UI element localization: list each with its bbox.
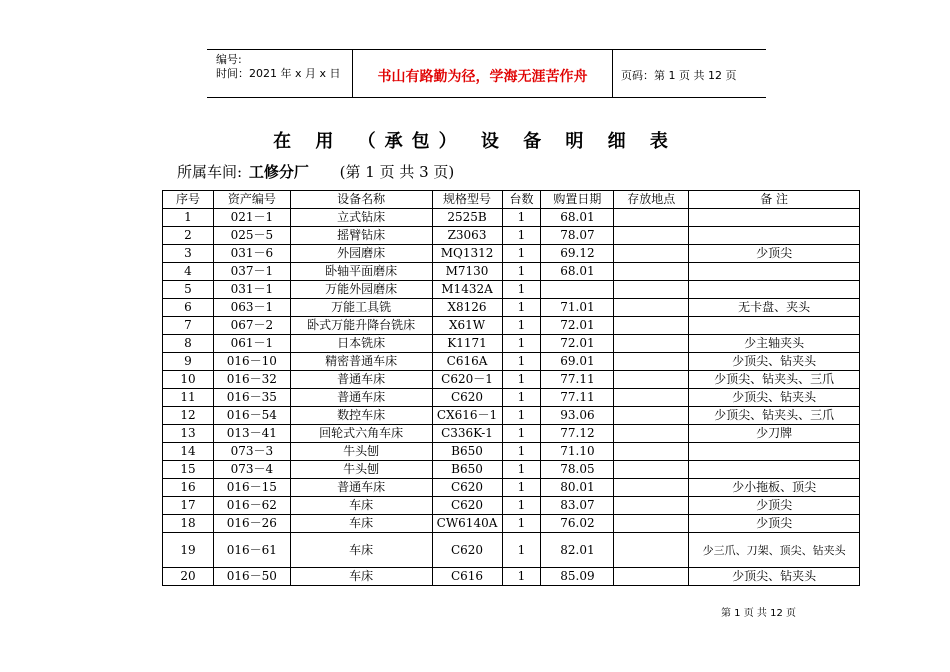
asset-number: 016－32 [213,371,290,389]
storage-location [614,371,689,389]
column-header: 设备名称 [290,191,432,209]
asset-number: 021－1 [213,209,290,227]
table-row [163,533,860,568]
asset-number: 016－26 [213,515,290,533]
model-spec: Z3063 [432,227,502,245]
table-row [163,389,860,407]
quantity: 1 [502,425,541,443]
asset-number: 073－3 [213,443,290,461]
model-spec: CW6140A [432,515,502,533]
purchase-date: 68.01 [541,209,614,227]
model-spec: C620 [432,497,502,515]
purchase-date: 78.05 [541,461,614,479]
remark: 少顶尖、钻夹头 [689,389,860,407]
asset-number: 067－2 [213,317,290,335]
purchase-date: 71.10 [541,443,614,461]
model-spec: X61W [432,317,502,335]
remark [689,461,860,479]
storage-location [614,281,689,299]
purchase-date: 83.07 [541,497,614,515]
purchase-date: 93.06 [541,407,614,425]
quantity: 1 [502,371,541,389]
row-number: 10 [163,371,214,389]
purchase-date: 80.01 [541,479,614,497]
equipment-name: 精密普通车床 [290,353,432,371]
column-header: 备 注 [689,191,860,209]
row-number: 3 [163,245,214,263]
model-spec: M1432A [432,281,502,299]
row-number: 19 [163,533,214,568]
storage-location [614,497,689,515]
row-number: 1 [163,209,214,227]
asset-number: 061－1 [213,335,290,353]
table-row [163,335,860,353]
storage-location [614,263,689,281]
remark: 少顶尖 [689,515,860,533]
row-number: 11 [163,389,214,407]
row-number: 5 [163,281,214,299]
asset-number: 016－50 [213,568,290,586]
model-spec: MQ1312 [432,245,502,263]
quantity: 1 [502,263,541,281]
purchase-date: 69.01 [541,353,614,371]
quantity: 1 [502,317,541,335]
storage-location [614,335,689,353]
table-row [163,299,860,317]
document-title: 在 用 （承包） 设 备 明 细 表 [273,131,677,152]
storage-location [614,479,689,497]
table-row [163,407,860,425]
table-row [163,263,860,281]
quantity: 1 [502,407,541,425]
workshop-name: 工修分厂 [248,163,309,181]
equipment-name: 摇臂钻床 [290,227,432,245]
asset-number: 016－35 [213,389,290,407]
time-label: 时间：2021 年 x 月 x 日 [216,67,341,80]
equipment-name: 车床 [290,515,432,533]
asset-number: 025－5 [213,227,290,245]
storage-location [614,568,689,586]
row-number: 9 [163,353,214,371]
asset-number: 016－54 [213,407,290,425]
remark: 少刀牌 [689,425,860,443]
model-spec: C616A [432,353,502,371]
asset-number: 031－1 [213,281,290,299]
remark: 少顶尖、钻夹头 [689,353,860,371]
remark [689,227,860,245]
table-row [163,371,860,389]
header-divider [612,50,613,97]
purchase-date: 78.07 [541,227,614,245]
model-spec: C336K-1 [432,425,502,443]
code-label: 编号: [216,53,242,66]
workshop-label: 所属车间: [177,163,243,181]
equipment-name: 万能外园磨床 [290,281,432,299]
quantity: 1 [502,335,541,353]
remark [689,317,860,335]
model-spec: C620 [432,389,502,407]
quantity: 1 [502,389,541,407]
model-spec: C620 [432,533,502,568]
equipment-name: 立式钻床 [290,209,432,227]
table-row [163,497,860,515]
equipment-name: 车床 [290,497,432,515]
column-header: 规格型号 [432,191,502,209]
storage-location [614,209,689,227]
purchase-date: 68.01 [541,263,614,281]
quantity: 1 [502,245,541,263]
quantity: 1 [502,515,541,533]
remark [689,209,860,227]
storage-location [614,515,689,533]
row-number: 17 [163,497,214,515]
table-row [163,461,860,479]
storage-location [614,353,689,371]
remark [689,263,860,281]
equipment-name: 普通车床 [290,371,432,389]
model-spec: C620 [432,479,502,497]
equipment-name: 卧式万能升降台铣床 [290,317,432,335]
storage-location [614,461,689,479]
purchase-date: 77.12 [541,425,614,443]
storage-location [614,389,689,407]
table-row [163,568,860,586]
asset-number: 031－6 [213,245,290,263]
remark: 少顶尖 [689,245,860,263]
equipment-name: 日本铣床 [290,335,432,353]
asset-number: 063－1 [213,299,290,317]
page-footer: 第 1 页 共 12 页 [721,608,796,619]
model-spec: CX616－1 [432,407,502,425]
model-spec: X8126 [432,299,502,317]
model-spec: B650 [432,461,502,479]
model-spec: C620－1 [432,371,502,389]
equipment-name: 牛头刨 [290,461,432,479]
asset-number: 016－10 [213,353,290,371]
quantity: 1 [502,299,541,317]
asset-number: 037－1 [213,263,290,281]
equipment-table [162,190,860,586]
equipment-name: 车床 [290,568,432,586]
quantity: 1 [502,461,541,479]
equipment-name: 卧轴平面磨床 [290,263,432,281]
equipment-name: 外园磨床 [290,245,432,263]
purchase-date: 71.01 [541,299,614,317]
quantity: 1 [502,209,541,227]
table-header-row [163,191,860,209]
row-number: 15 [163,461,214,479]
remark: 少三爪、刀架、顶尖、钻夹头 [689,533,860,568]
storage-location [614,299,689,317]
workshop-page: (第 1 页 共 3 页) [339,163,455,181]
remark: 少顶尖、钻夹头、三爪 [689,371,860,389]
row-number: 12 [163,407,214,425]
column-header: 序号 [163,191,214,209]
table-row [163,515,860,533]
remark [689,443,860,461]
model-spec: C616 [432,568,502,586]
storage-location [614,533,689,568]
equipment-name: 数控车床 [290,407,432,425]
table-row [163,443,860,461]
purchase-date: 69.12 [541,245,614,263]
asset-number: 073－4 [213,461,290,479]
table-row [163,209,860,227]
quantity: 1 [502,568,541,586]
column-header: 存放地点 [614,191,689,209]
storage-location [614,317,689,335]
table-row [163,245,860,263]
row-number: 18 [163,515,214,533]
row-number: 13 [163,425,214,443]
remark: 少顶尖、钻夹头、三爪 [689,407,860,425]
model-spec: K1171 [432,335,502,353]
storage-location [614,443,689,461]
purchase-date: 72.01 [541,335,614,353]
quantity: 1 [502,479,541,497]
remark: 少主轴夹头 [689,335,860,353]
purchase-date [541,281,614,299]
column-header: 台数 [502,191,541,209]
model-spec: B650 [432,443,502,461]
row-number: 16 [163,479,214,497]
table-row [163,227,860,245]
model-spec: M7130 [432,263,502,281]
table-row [163,425,860,443]
purchase-date: 76.02 [541,515,614,533]
row-number: 2 [163,227,214,245]
remark: 少顶尖 [689,497,860,515]
quantity: 1 [502,533,541,568]
purchase-date: 82.01 [541,533,614,568]
purchase-date: 77.11 [541,389,614,407]
storage-location [614,227,689,245]
remark [689,281,860,299]
quantity: 1 [502,281,541,299]
storage-location [614,425,689,443]
quantity: 1 [502,353,541,371]
equipment-name: 牛头刨 [290,443,432,461]
asset-number: 016－61 [213,533,290,568]
header-slogan: 书山有路勤为径，学海无涯苦作舟 [377,69,588,85]
asset-number: 016－15 [213,479,290,497]
table-row [163,317,860,335]
workshop-line [177,161,454,182]
asset-number: 013－41 [213,425,290,443]
row-number: 14 [163,443,214,461]
purchase-date: 72.01 [541,317,614,335]
row-number: 4 [163,263,214,281]
column-header: 资产编号 [213,191,290,209]
equipment-name: 回轮式六角车床 [290,425,432,443]
remark: 少顶尖、钻夹头 [689,568,860,586]
row-number: 20 [163,568,214,586]
storage-location [614,245,689,263]
quantity: 1 [502,443,541,461]
row-number: 6 [163,299,214,317]
page-header [207,49,766,98]
column-header: 购置日期 [541,191,614,209]
table-body [163,209,860,586]
header-page-info: 页码：第 1 页 共 12 页 [621,69,737,82]
equipment-name: 普通车床 [290,389,432,407]
table-row [163,281,860,299]
header-meta [216,53,341,81]
equipment-name: 车床 [290,533,432,568]
row-number: 7 [163,317,214,335]
quantity: 1 [502,227,541,245]
model-spec: 2525B [432,209,502,227]
purchase-date: 85.09 [541,568,614,586]
equipment-name: 万能工具铣 [290,299,432,317]
storage-location [614,407,689,425]
asset-number: 016－62 [213,497,290,515]
row-number: 8 [163,335,214,353]
remark: 无卡盘、夹头 [689,299,860,317]
equipment-name: 普通车床 [290,479,432,497]
remark: 少小拖板、顶尖 [689,479,860,497]
purchase-date: 77.11 [541,371,614,389]
table-row [163,479,860,497]
quantity: 1 [502,497,541,515]
table-row [163,353,860,371]
